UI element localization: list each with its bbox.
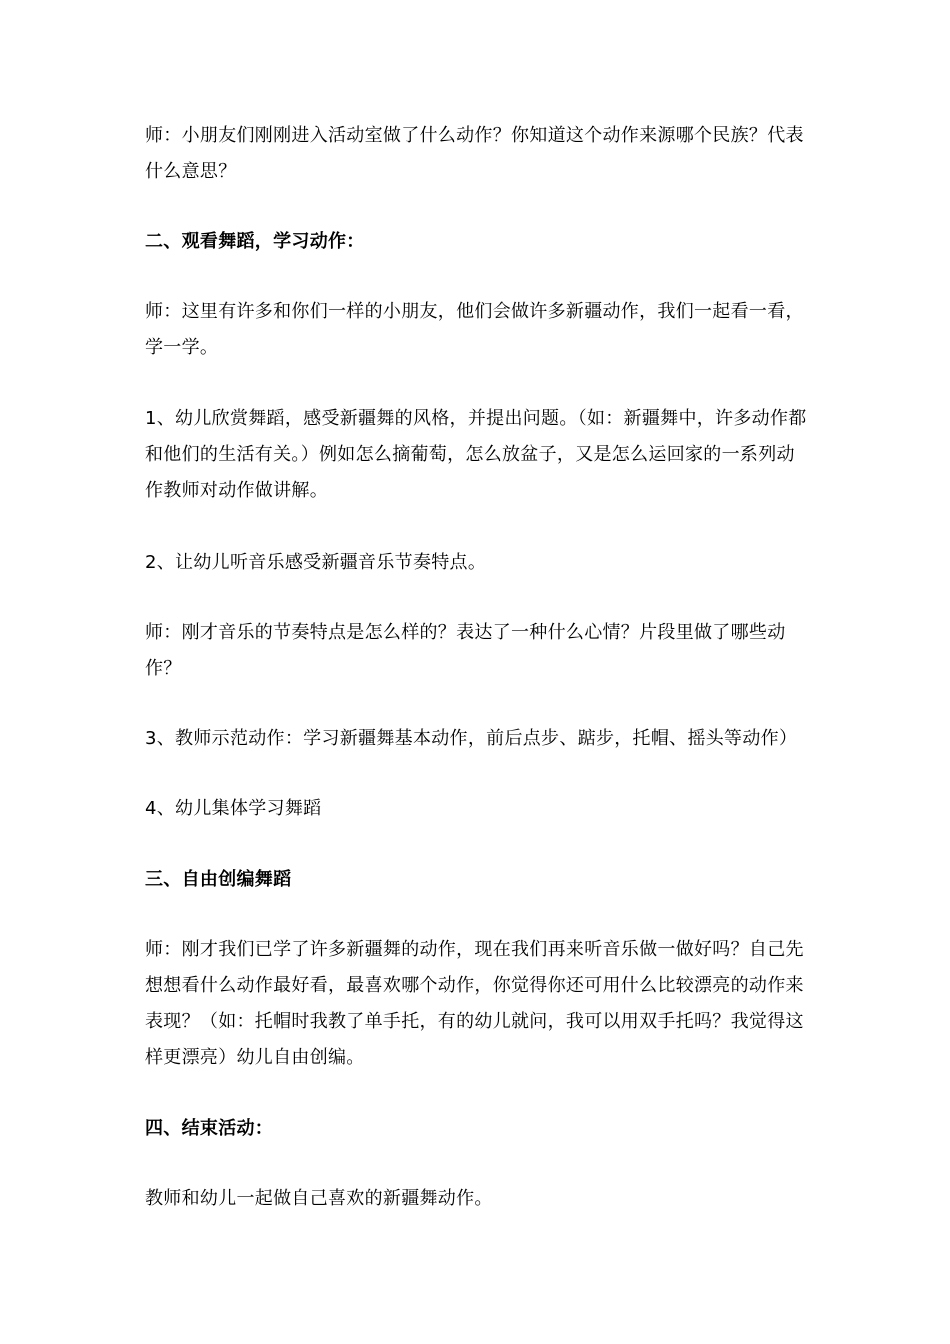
paragraph-step-1: 1、幼儿欣赏舞蹈，感受新疆舞的风格，并提出问题。（如：新疆舞中，许多动作都和他们的生活有关。）例如怎么摘葡萄，怎么放盆子，又是怎么运回家的一系列动作教师对动作做讲解。 <box>145 408 807 501</box>
paragraph-step-3: 3、教师示范动作：学习新疆舞基本动作，前后点步、踮步，托帽、摇头等动作） <box>145 728 798 749</box>
paragraph-creative: 师：刚才我们已学了许多新疆舞的动作，现在我们再来听音乐做一做好吗？自己先想想看什么动作最好看，最喜欢哪个动作，你觉得你还可用什么比较漂亮的动作来表现？（如：托帽时我教了单手托，有的幼儿就问，我可以用双手托吗？我觉得这样更漂亮）幼儿自由创编。 <box>145 939 804 1068</box>
section-heading-2: 二、观看舞蹈，学习动作： <box>145 231 365 252</box>
paragraph-step-2: 2、让幼儿听音乐感受新疆音乐节奏特点。 <box>145 552 487 573</box>
section-heading-3: 三、自由创编舞蹈 <box>145 869 292 890</box>
section-heading-4: 四、结束活动： <box>145 1118 274 1139</box>
paragraph-teacher-question: 师：小朋友们刚刚进入活动室做了什么动作？你知道这个动作来源哪个民族？代表什么意思？ <box>145 125 804 182</box>
paragraph-teacher-intro: 师：这里有许多和你们一样的小朋友，他们会做许多新疆动作，我们一起看一看，学一学。 <box>145 301 804 358</box>
paragraph-step-4: 4、幼儿集体学习舞蹈 <box>145 798 322 819</box>
paragraph-ending: 教师和幼儿一起做自己喜欢的新疆舞动作。 <box>145 1188 493 1209</box>
paragraph-teacher-music-question: 师：刚才音乐的节奏特点是怎么样的？表达了一种什么心情？片段里做了哪些动作？ <box>145 622 786 679</box>
